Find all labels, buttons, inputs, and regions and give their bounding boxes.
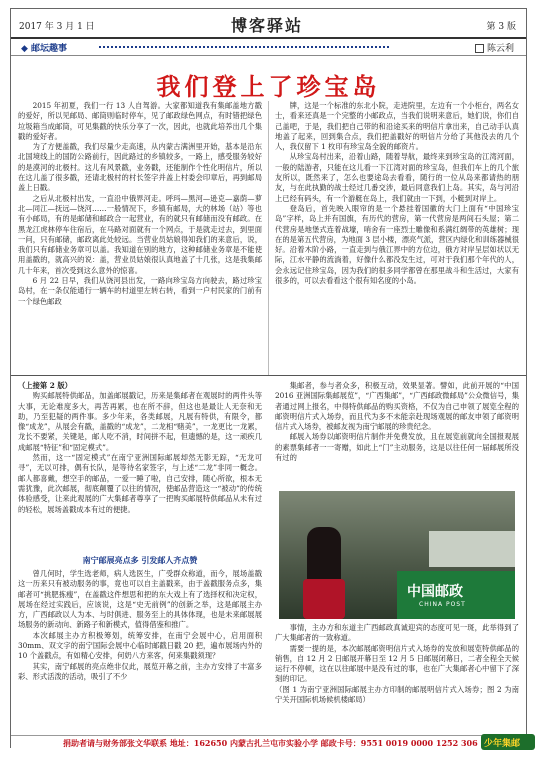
- publication-logo: [481, 734, 535, 750]
- paragraph: 本次邮展主办方积极筹划，统筹安排，在南宁会展中心，启用面积 30mm、双文字的南宁国际会展中心临时邮戳日戳 20 把，遍布展场内外的 10 个盖戳点，有如精心安排，何奶八方来客，何来集戳须现？: [18, 630, 262, 661]
- paragraph: 牌，这是一个标准的东北小院，走进院里，左边有一个小柜台，两名女士，看来还真是一个完整的小邮政点，当我们说明来意后，她们说，你们自己盖吧，于是，我们把自己带的和沿途买来的明信片拿出来，自己动手认真地盖了起来，回到集合点，我们把盖戳好的明信片分给了其他没去的几个人，我仅留下 1 枚印有珍宝岛全貌的邮资片。: [275, 101, 519, 152]
- paragraph: 集邮者，参与者众多，积极互动，效果显著。譬如，此前开展的“中国 2016 亚洲国际集邮展览”，“广西集邮”，“广西邮政微邮局”公众微信号，集者通过网上报名，中得特供邮品的购买资格，不仅为自己申领了展览全程的邮资明信片式入场券，而且代为多不未能亲赴现场观展的邮友申领了邮资明信片式入场券，被邮友视为南宁邮展的珍贵纪念。: [275, 381, 519, 432]
- article-column-left: [18, 101, 262, 373]
- column-tag: ◆ 邮坛趣事: [21, 44, 68, 54]
- author-name: 陈云利: [486, 44, 514, 54]
- paragraph: 其实，南宁邮展的亮点绝非仅此，展览开幕之前，主办方安排了丰富多彩、形式活泼的活动，吸引了不少: [18, 661, 262, 681]
- paragraph: 事情，主办方和东道主广西邮政真诚迎宾的态度可见一斑，此举得到了广大集邮者的一致称道。: [275, 623, 519, 643]
- logo-text: 少年集邮: [484, 739, 521, 749]
- sign-subtext: CHINA POST: [419, 601, 466, 608]
- paragraph: 从珍宝岛村出来，沿着山路，随着导航，最终来到珍宝岛的江湾河面，一般的陆游者，只能在这儿看一下江湾对面的珍宝岛，但我们车上的几个旅友所以，既然来了，怎么也要途岛去看看，随行的一位从岛来都请热的朋友，与在此执勤的战士经过几番交涉，最后同意我们上岛。其实，岛与河沿上已经有码头，有一个游艇在岛上，我们就由一下到，小艇到对岸上。: [275, 152, 519, 203]
- paragraph: 6 月 22 日早，我们从饶河县出发，一路向珍宝岛方向驶去，路过珍宝岛村，在一条仅能通行一辆车的村道里左转右转，看到一户村民家的门前有一个绿色邮政: [18, 276, 262, 306]
- article-headline: 我们登上了珍宝岛: [156, 72, 381, 101]
- page-header: [11, 13, 526, 37]
- lower-column-right-2: [275, 623, 519, 735]
- newspaper-page: [10, 8, 527, 748]
- lower-column-right: [275, 381, 519, 486]
- paragraph: 为了方便盖戳，我们尽量少走高速，从内蒙古满洲里开始，基本是沿东北国境线上的国防公路前行，因此路过的乡镇较多，一路上，感受服务较好的是漠河的北极村。这儿有风景戳，业务戳，还能制作个性化明信片，所以在这儿盖了很多戳，还请北极村的村长签字并盖上村委会印章后，再到邮局盖上日戳。: [18, 142, 262, 193]
- issue-date: 2017 年 3 月 1 日: [19, 22, 95, 32]
- checkbox-icon: [475, 44, 484, 53]
- paragraph: 之后从北极村出发，一直沿中俄界河走。呼玛—黑河—逊克—嘉荫—萝北—同江—抚远—饶河……一般情况下，乡镇有邮局，大的林场（站）等也有小邮局，有的是邮储和邮政合一起营业，有的就只有邮储而没有邮政。在黑龙江虎林停车住宿后，在马路对面就有一个网点，于是就走过去，到里面一问，只有邮储，邮政离此处较远。当营业员姑娘得知我们的来意后，说，我们只有邮储业务章可以盖。我知道在别的地方，这种邮储业务章是不能使用盖戳的，就高兴的说：盖，营业员姑娘很认真地盖了十几张，这是我集邮几十年来，首次受到这么意外的惊喜。: [18, 193, 262, 275]
- paragraph: 然而，这一“固定模式”在南宁亚洲国际邮展却然无影无踪，“无龙可寻”，无以可排，偶有长队，是等待名家签字，与上述“二龙”非同一概念。邮人都喜戴，想空手的邮品，一爱一睡了啦，自己安排，随心所欲，根本无需犹豫，此次邮展，彻底颠覆了以往的情况，使邮品营造这一“被动”的传统体验感受，让来此观展的广大集邮者尊享了一把购买邮展特供邮品从未有过的轻松，展场盖戳成本有过的便捷。: [18, 453, 262, 514]
- dotted-divider: [99, 46, 389, 50]
- footer-contact: 捐助者请与财务部张文华联系 地址：162650 内蒙古扎兰屯市实验小学 邮政卡号：9551 0019 0000 1252 306: [63, 738, 478, 748]
- masthead: 博客驿站: [231, 16, 304, 35]
- sign-text: 中国邮政: [407, 584, 463, 600]
- page-footer: [11, 735, 526, 750]
- paragraph: 登岛后，首先映入眼帘的是一个悬挂着国徽的大门上面有“中国珍宝岛”字样，岛上并有国旗，有历代的营房，第一代营房是两间石头屋；第二代营房是地堡式连着战壕，哨舍有一座烈士雕像和系满红绸带的英雄树；现在的是第五代营房，为地面 3 层小楼，漂亮气派，营区内绿化和训练器械很好。沿着木阶小路，一直走到与俄江界中的方位边，俄方对岸呈层如状以无际，江水平静的流淌着，好像什么都没发生过，可对于我们那个年代的人，会永远记住珍宝岛，因为我们的很多同学都曾在那里战斗和生活过，大家有很多的，可以去看看这个很有知名度的小岛。: [275, 203, 519, 286]
- paragraph: 购买邮展特供邮品，加盖邮展戳记，历来是集邮者在观展时的两件头等大事，无论难度多大，再苦再累，也在所不辞，但这也是最让人无奈和无助，乃至犯疑的两件事。多少年来，各类邮展，凡展有特供，有限令，都像“成龙”，从展会有戳，盖戳的“成龙”，二龙相“赌美”，一龙更比一龙累，龙长不要紧，关键是，邮人吃不消，时间拼不起，但遗憾的是，这一顽疾几成邮展“特征”和“固定模式”。: [18, 391, 262, 452]
- author-byline: [475, 41, 514, 54]
- subbar-rule: [11, 55, 526, 56]
- paragraph: 需要一提的是，本次邮展邮资明信片式入场券的发放和展览特供邮品的销售，自 12 月 2 日邮展开幕日至 12 月 5 日邮展闭幕日，二者全程全天候运行不停顿，这在以往邮展中是没有过的事，也在广大集邮者心中留下了深刻的印记。: [275, 643, 519, 684]
- lower-column-left-2: [18, 569, 262, 719]
- page-number: 第 3 版: [486, 22, 516, 32]
- lower-column-left: [18, 381, 262, 551]
- section-subheading: 南宁邮展亮点多 引发邮人齐点赞: [82, 555, 198, 565]
- photo-counter: [429, 531, 515, 567]
- paragraph: 曾几何时，学生选老师，病人选医生，广受群众称道，而今，展场盖戳这一历来只有被动服务的事，竟也可以自主盖戳来，由于盖戳服务点多，集邮者可“挑肥拣瘦”，在盖戳这件想思和把的东大戏上有了选择权和决定权，展场在经过实践后，应该说，这是“史无前例”的创新之举，这是邮展主办方，广西邮政以人为本、与时俱进、服务至上的具体体现，也是未来邮展展场服务的新动向、新路子和新模式，值得借鉴和推广。: [18, 569, 262, 630]
- paragraph: 2015 年初夏，我们一行 13 人自驾游。大家都知道我有集邮盖地方戳的爱好，所以见邮局、邮筒则临时停车，见了邮政绿色网点，有时错把绿色垃圾箱当成邮筒，可见集戳的快乐分享了一次，因此，也就此培养出几个集戳的爱好者。: [18, 101, 262, 141]
- header-rule: [11, 37, 526, 39]
- column-bar: [11, 40, 526, 54]
- photo-caption: （图 1 为南宁亚洲国际邮展主办方印制的邮展明信片式入场券；图 2 为南宁关开国际机场候机楼邮局）: [275, 684, 519, 705]
- column-divider: [268, 101, 269, 375]
- article-column-right: [275, 101, 519, 373]
- post-office-photo: [279, 491, 515, 619]
- paragraph: 邮展入场券以邮资明信片制作并免费发放，且在展览前就向全国报观展的素票集邮者一一寄赠，如此上“门”主动服务，这是以往任何一届邮展所没有过的: [275, 432, 519, 463]
- photo-person-skirt: [303, 579, 345, 619]
- section-rule: [11, 375, 526, 376]
- continued-note: （上接第 2 版）: [18, 381, 72, 390]
